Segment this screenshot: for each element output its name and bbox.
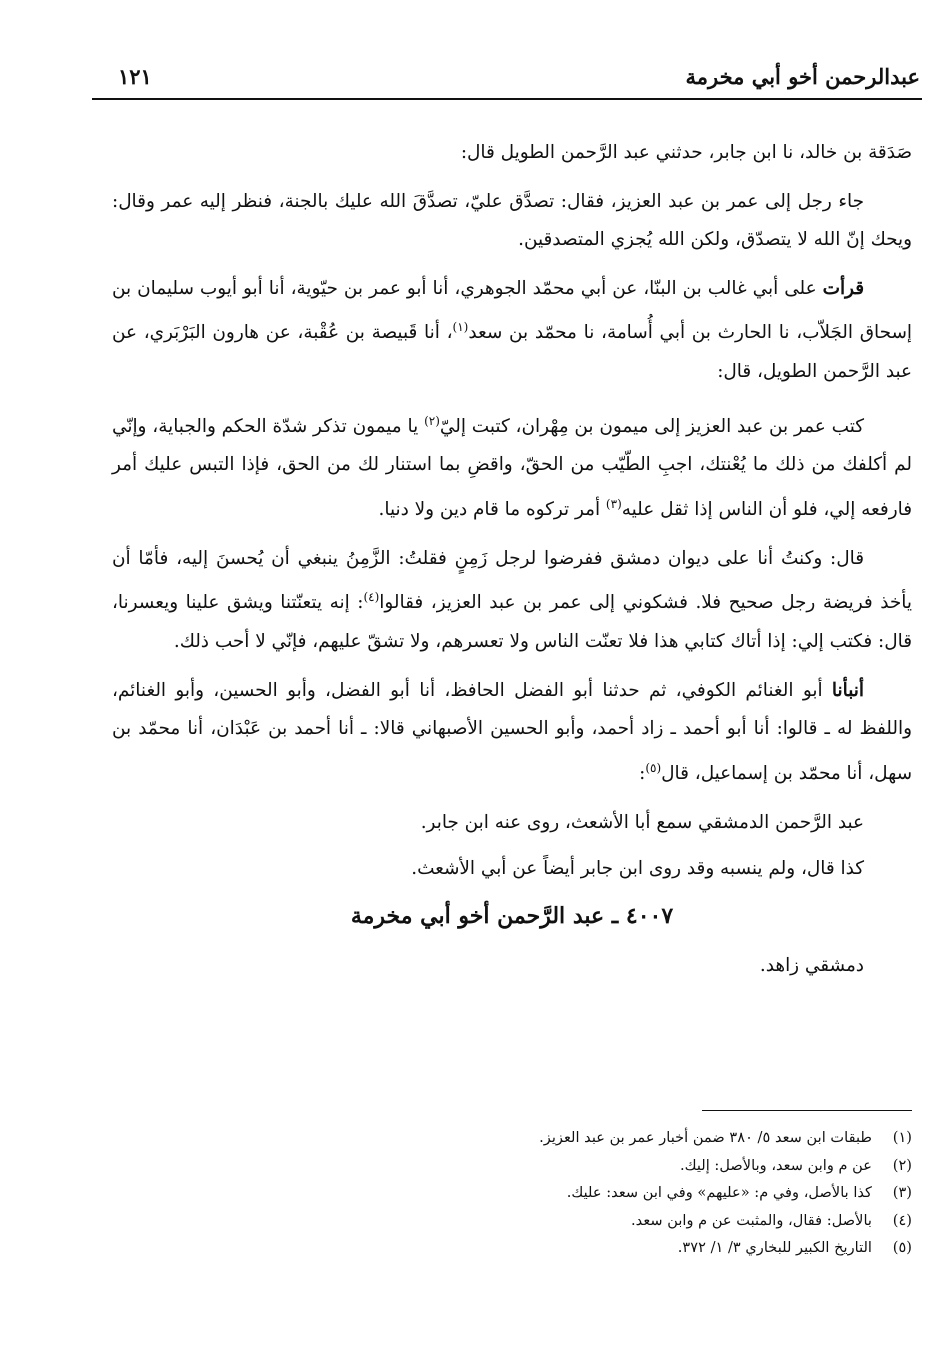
footnote-ref-3[interactable]: (٣)	[605, 497, 622, 511]
footnote-ref-4[interactable]: (٤)	[363, 590, 380, 605]
footnote-4	[112, 1207, 912, 1235]
running-header	[92, 62, 920, 96]
paragraph-1-text: صَدَقة بن خالد، نا ابن جابر، حدثني عبد الرَّحمن الطويل قال:	[460, 142, 912, 163]
paragraph-3-text-b: ، أنا قَبيصة بن عُقْبة، عن هارون البَرْبَري، عن عبد الرَّحمن الطويل، قال:	[112, 322, 912, 383]
footnote-2	[112, 1152, 912, 1180]
footnote-ref-5[interactable]: (٥)	[645, 760, 662, 775]
footnote-ref-2[interactable]: (٢)	[424, 413, 440, 428]
paragraph-5	[112, 540, 912, 662]
text-line-7: عبد الرَّحمن الدمشقي سمع أبا الأشعث، روى عنه ابن جابر.	[420, 811, 864, 833]
running-title: عبدالرحمن أخو أبي مخرمة	[685, 64, 920, 89]
paragraph-5-text-b: : إنه يتعنّتنا ويشق علينا ويعسرنا، قال: فكتب إلي: إذا أتاك كتابي هذا فلا تعنّت الناس ولا تعسرهم، ولا تشقّ عليهم، فإنّي لا أحب ذلك.	[112, 592, 912, 653]
main-text	[112, 134, 912, 994]
footnote-5	[112, 1234, 912, 1262]
paragraph-3	[112, 270, 912, 392]
page-number: ١٢١	[118, 64, 152, 89]
footnote-separator	[702, 1110, 912, 1111]
paragraph-1	[112, 134, 912, 173]
paragraph-4-text-a: كتب عمر بن عبد العزيز إلى ميمون بن مِهْران، كتبت إليّ	[439, 415, 864, 437]
paragraph-3-lead-word: قرأت	[822, 277, 864, 299]
text-line-8: كذا قال، ولم ينسبه وقد روى ابن جابر أيضاً عن أبي الأشعث.	[411, 858, 864, 880]
text-line-9: دمشقي زاهد.	[759, 955, 864, 977]
paragraph-4-text-b: يا ميمون تذكر شدّة الحكم والجباية، وإنّي لم أكلفك من ذلك ما يُعْنتك، اجبِ الطّيّب من الحقّ، واقضِ بما استنار لك من الحق، فإذا التبس عليك أمر فارفعه إلي، فلو أن الناس إذا ثقل عليه	[112, 415, 912, 521]
footnote-1	[112, 1124, 912, 1152]
footnote-3	[112, 1179, 912, 1207]
footnote-text: كذا بالأصل، وفي م: «عليهم» وفي ابن سعد: عليك.	[566, 1184, 872, 1202]
paragraph-2	[112, 183, 912, 260]
paragraph-5-text-a: قال: وكنتُ أنا على ديوان دمشق ففرضوا لرجل زَمِنٍ فقلتُ: الزَّمِنُ ينبغي أن يُحسنَ إليه، فأمّا أن يأخذ فريضة رجل صحيح فلا. فشكوني إلى عمر بن عبد العزيز، فقالوا	[112, 547, 912, 614]
paragraph-6-text-a: أبو الغنائم الكوفي، ثم حدثنا أبو الفضل الحافظ، أنا أبو الفضل، وأبو الحسين، وأبو الغنائم، واللفظ له ـ قالوا: أنا أبو أحمد ـ زاد أحمد، وأبو الحسين الأصبهاني قالا: ـ أنا أحمد بن عَبْدَان، أنا محمّد بن سهل، أنا محمّد بن إسماعيل، قال	[112, 679, 912, 784]
footnote-text: عن م وابن سعد، وبالأصل: إليك.	[679, 1156, 872, 1174]
paragraph-2-text: جاء رجل إلى عمر بن عبد العزيز، فقال: تصدَّق عليّ، تصدَّقَ الله عليك بالجنة، فنظر إليه عمر وقال: ويحك إنّ الله لا يتصدّق، ولكن الله يُجزي المتصدقين.	[112, 190, 912, 251]
footnote-number: (٣)	[892, 1184, 912, 1202]
paragraph-6	[112, 672, 912, 794]
footnote-number: (٢)	[892, 1156, 912, 1174]
footnote-text: بالأصل: فقال، والمثبت عن م وابن سعد.	[631, 1211, 872, 1229]
footnote-ref-1[interactable]: (١)	[452, 320, 469, 335]
footnote-number: (١)	[892, 1129, 912, 1146]
paragraph-4-text-c: أمر تركوه ما قام دين ولا دنيا.	[378, 499, 606, 521]
footnote-number: (٤)	[892, 1211, 912, 1229]
paragraph-3-text-a: على أبي غالب بن البنّا، عن أبي محمّد الجوهري، أنا أبو عمر بن حيّوية، أنا أبو أيوب سليمان بن إسحاق الجَلاّب، نا الحارث بن أبي أُسامة، نا محمّد بن سعد	[112, 277, 912, 344]
footnote-text: التاريخ الكبير للبخاري ٣/ ١/ ٣٧٢.	[677, 1239, 872, 1257]
footnotes	[112, 1124, 912, 1262]
footnote-text: طبقات ابن سعد ٥/ ٣٨٠ ضمن أخبار عمر بن عبد العزيز.	[539, 1129, 872, 1146]
paragraph-6-lead-word: أنبأنا	[831, 679, 864, 701]
paragraph-6-text-b: :	[639, 762, 646, 784]
footnote-number: (٥)	[892, 1239, 912, 1257]
entry-heading: ٤٠٠٧ ـ عبد الرَّحمن أخو أبي مخرمة	[350, 902, 674, 929]
header-rule	[92, 98, 922, 100]
paragraph-4	[112, 402, 912, 530]
